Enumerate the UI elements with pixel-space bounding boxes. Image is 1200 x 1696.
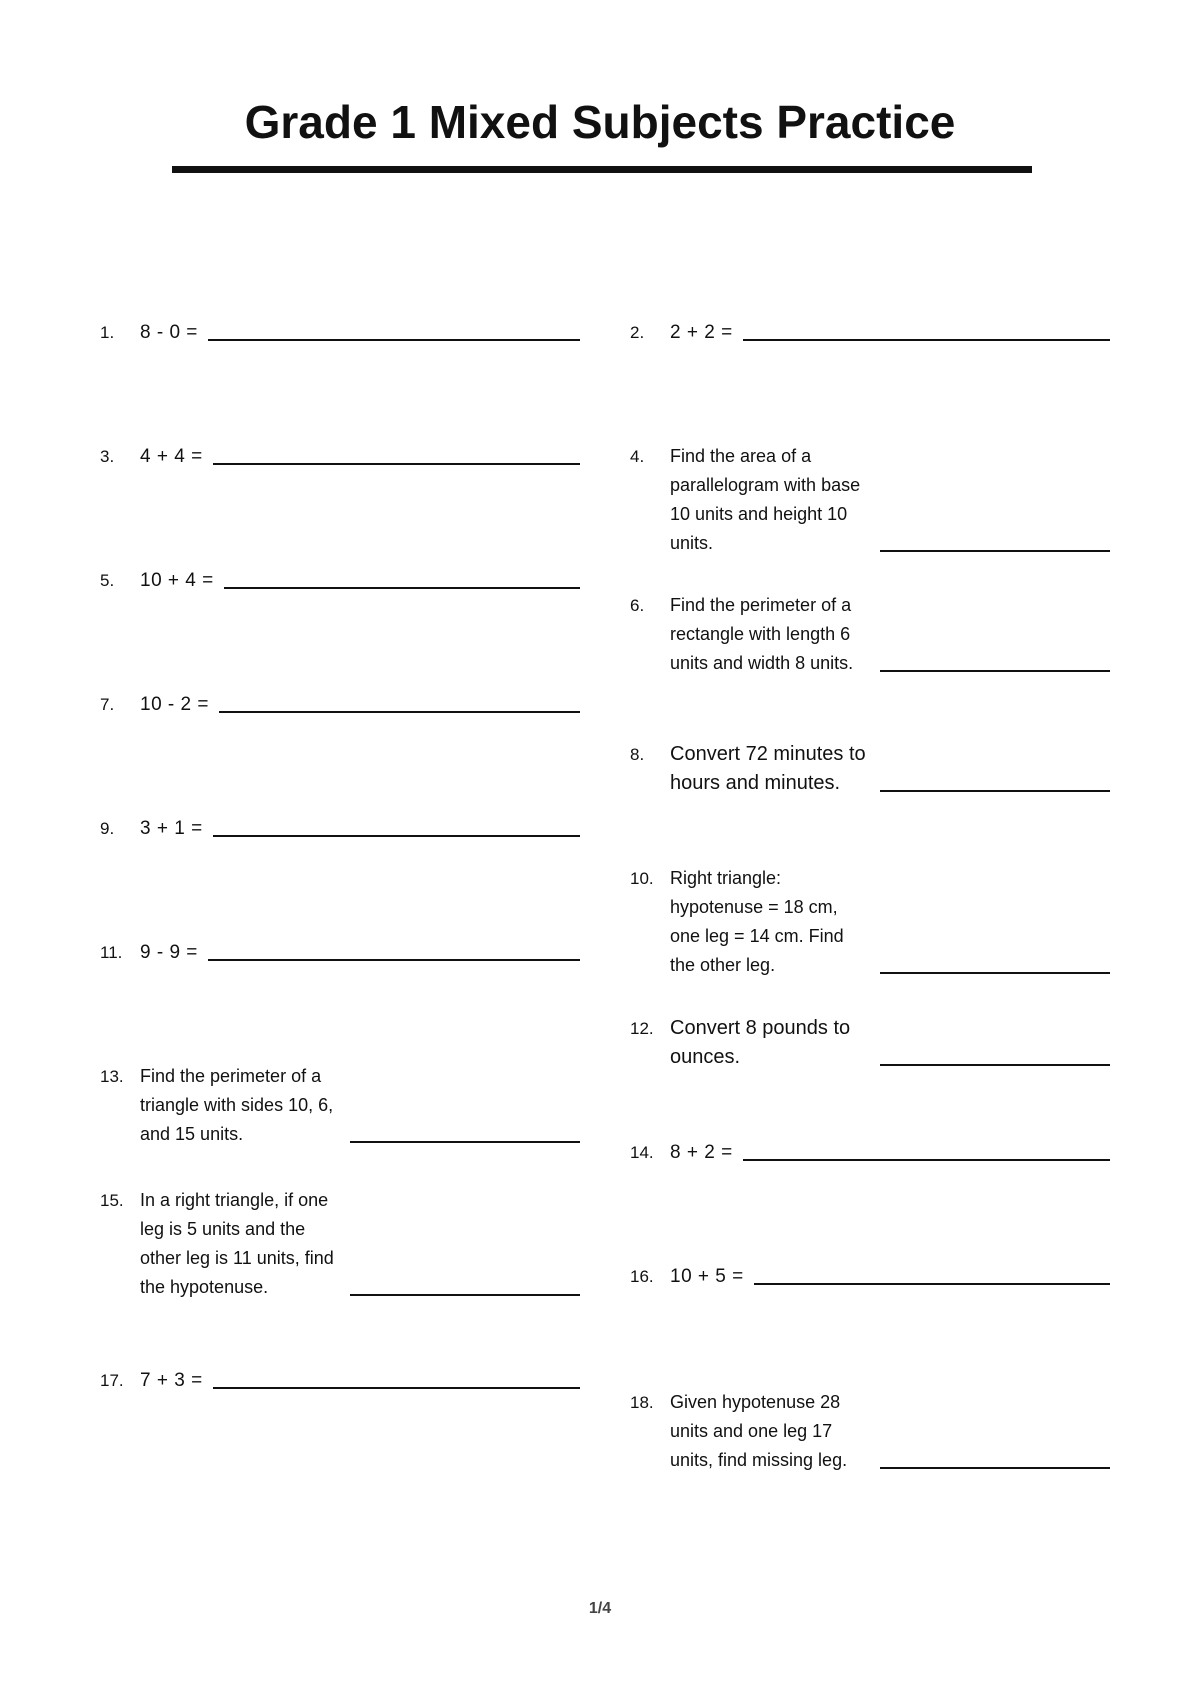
question-number: 11.	[100, 943, 123, 962]
question-11	[100, 938, 580, 967]
question-number: 10.	[630, 869, 654, 888]
question-text: 10 + 4 =	[140, 570, 214, 591]
question-text: Find the perimeter of a rectangle with length 6 units and width 8 units.	[670, 595, 854, 673]
answer-line-2[interactable]	[743, 321, 1110, 341]
question-number: 1.	[100, 323, 115, 342]
page-title: Grade 1 Mixed Subjects Practice	[244, 96, 956, 148]
answer-line-14[interactable]	[743, 1141, 1110, 1161]
answer-line-1[interactable]	[208, 321, 580, 341]
answer-line-12[interactable]	[880, 1046, 1110, 1066]
question-text: 2 + 2 =	[670, 322, 733, 343]
question-number: 9.	[100, 819, 115, 838]
answer-line-5[interactable]	[224, 569, 580, 589]
question-5	[100, 566, 580, 595]
question-text: 4 + 4 =	[140, 446, 203, 467]
answer-line-18[interactable]	[880, 1449, 1110, 1469]
question-3	[100, 442, 580, 471]
question-text: Given hypotenuse 28 units and one leg 17 units, find missing leg.	[670, 1392, 848, 1470]
question-10	[630, 864, 1110, 980]
question-2	[630, 318, 1110, 347]
answer-line-15[interactable]	[350, 1276, 580, 1296]
question-text: 3 + 1 =	[140, 818, 203, 839]
answer-line-7[interactable]	[219, 693, 580, 713]
question-14	[630, 1138, 1110, 1167]
answer-line-10[interactable]	[880, 954, 1110, 974]
question-16	[630, 1262, 1110, 1291]
answer-line-8[interactable]	[880, 772, 1110, 792]
question-text: 10 + 5 =	[670, 1266, 744, 1287]
question-7	[100, 690, 580, 719]
question-17	[100, 1366, 580, 1395]
answer-line-9[interactable]	[213, 817, 580, 837]
question-text: Convert 8 pounds to ounces.	[670, 1017, 851, 1068]
answer-line-11[interactable]	[208, 941, 580, 961]
question-9	[100, 814, 580, 843]
question-number: 16.	[630, 1267, 654, 1286]
question-number: 2.	[630, 323, 645, 342]
page-number: 1/4	[588, 1600, 612, 1617]
question-13	[100, 1062, 580, 1149]
question-number: 15.	[100, 1191, 124, 1210]
question-text: 8 - 0 =	[140, 322, 198, 343]
question-text: Find the area of a parallelogram with base 10 units and height 10 units.	[670, 446, 861, 553]
question-text: 8 + 2 =	[670, 1142, 733, 1163]
question-number: 4.	[630, 447, 645, 466]
question-text: Convert 72 minutes to hours and minutes.	[670, 743, 866, 794]
question-4	[630, 442, 1110, 558]
title-divider	[172, 166, 1032, 173]
question-number: 12.	[630, 1019, 654, 1038]
question-text: Find the perimeter of a triangle with sides 10, 6, and 15 units.	[140, 1066, 334, 1144]
question-text: 10 - 2 =	[140, 694, 209, 715]
answer-line-13[interactable]	[350, 1123, 580, 1143]
question-number: 18.	[630, 1393, 654, 1412]
question-number: 17.	[100, 1371, 124, 1390]
question-15	[100, 1186, 580, 1302]
answer-line-6[interactable]	[880, 652, 1110, 672]
question-number: 3.	[100, 447, 115, 466]
question-number: 5.	[100, 571, 115, 590]
answer-line-4[interactable]	[880, 532, 1110, 552]
question-number: 13.	[100, 1067, 124, 1086]
answer-line-16[interactable]	[754, 1265, 1110, 1285]
question-18	[630, 1388, 1110, 1475]
answer-line-17[interactable]	[213, 1369, 580, 1389]
question-number: 6.	[630, 596, 645, 615]
question-number: 8.	[630, 745, 645, 764]
question-8	[630, 740, 1110, 798]
question-number: 7.	[100, 695, 115, 714]
question-number: 14.	[630, 1143, 654, 1162]
answer-line-3[interactable]	[213, 445, 580, 465]
question-1	[100, 318, 580, 347]
question-6	[630, 591, 1110, 678]
question-text: In a right triangle, if one leg is 5 units and the other leg is 11 units, find the hypotenuse.	[140, 1190, 334, 1297]
question-text: 9 - 9 =	[140, 942, 198, 963]
question-12	[630, 1014, 1110, 1072]
question-text: 7 + 3 =	[140, 1370, 203, 1391]
question-text: Right triangle: hypotenuse = 18 cm, one leg = 14 cm. Find the other leg.	[670, 868, 844, 975]
